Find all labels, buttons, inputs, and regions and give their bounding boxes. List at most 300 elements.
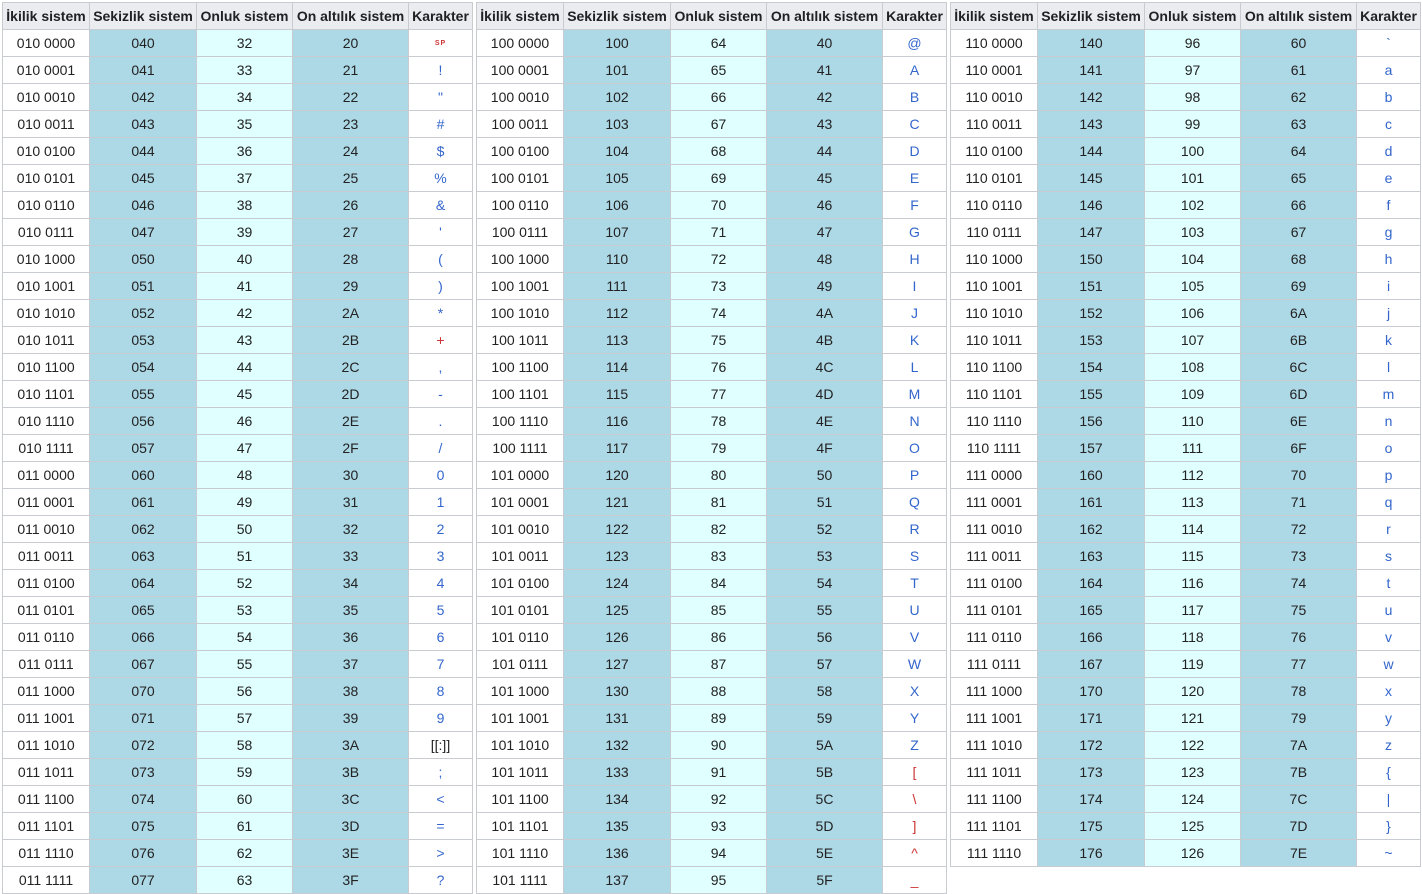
decimal-cell: 40 [197, 246, 293, 273]
binary-cell: 100 0100 [477, 138, 564, 165]
binary-cell: 111 0101 [951, 597, 1038, 624]
decimal-cell: 96 [1145, 30, 1241, 57]
binary-cell: 010 0001 [3, 57, 90, 84]
char-cell: [[:]] [409, 732, 473, 759]
hex-cell: 63 [1241, 111, 1357, 138]
header-char: Karakter [883, 3, 947, 30]
binary-cell: 011 0010 [3, 516, 90, 543]
table-row [477, 381, 947, 408]
octal-cell: 160 [1038, 462, 1145, 489]
hex-cell: 37 [293, 651, 409, 678]
table-row [951, 300, 1421, 327]
decimal-cell: 54 [197, 624, 293, 651]
hex-cell: 47 [767, 219, 883, 246]
hex-cell: 33 [293, 543, 409, 570]
octal-cell: 074 [90, 786, 197, 813]
octal-cell: 133 [564, 759, 671, 786]
char-cell: " [409, 84, 473, 111]
header-decimal: Onluk sistem [671, 3, 767, 30]
binary-cell: 110 1010 [951, 300, 1038, 327]
char-cell: S [883, 543, 947, 570]
binary-cell: 011 1000 [3, 678, 90, 705]
hex-cell: 26 [293, 192, 409, 219]
hex-cell: 65 [1241, 165, 1357, 192]
binary-cell: 110 0110 [951, 192, 1038, 219]
octal-cell: 063 [90, 543, 197, 570]
decimal-cell: 87 [671, 651, 767, 678]
octal-cell: 050 [90, 246, 197, 273]
table-row [477, 192, 947, 219]
octal-cell: 154 [1038, 354, 1145, 381]
table-row [951, 678, 1421, 705]
binary-cell: 110 0100 [951, 138, 1038, 165]
decimal-cell: 60 [197, 786, 293, 813]
hex-cell: 24 [293, 138, 409, 165]
decimal-cell: 41 [197, 273, 293, 300]
hex-cell: 5F [767, 867, 883, 894]
char-cell: ( [409, 246, 473, 273]
octal-cell: 162 [1038, 516, 1145, 543]
table-row [477, 219, 947, 246]
hex-cell: 31 [293, 489, 409, 516]
hex-cell: 7D [1241, 813, 1357, 840]
char-cell: b [1357, 84, 1421, 111]
hex-cell: 71 [1241, 489, 1357, 516]
hex-cell: 34 [293, 570, 409, 597]
decimal-cell: 67 [671, 111, 767, 138]
decimal-cell: 83 [671, 543, 767, 570]
char-cell: W [883, 651, 947, 678]
char-cell: K [883, 327, 947, 354]
char-cell: q [1357, 489, 1421, 516]
hex-cell: 76 [1241, 624, 1357, 651]
table-row [477, 408, 947, 435]
char-cell: 7 [409, 651, 473, 678]
char-cell: ' [409, 219, 473, 246]
binary-cell: 111 0010 [951, 516, 1038, 543]
octal-cell: 046 [90, 192, 197, 219]
table-row [3, 462, 473, 489]
header-octal: Sekizlik sistem [1038, 3, 1145, 30]
binary-cell: 100 0101 [477, 165, 564, 192]
decimal-cell: 55 [197, 651, 293, 678]
hex-cell: 29 [293, 273, 409, 300]
table-row [477, 111, 947, 138]
table-row [477, 543, 947, 570]
char-cell: 4 [409, 570, 473, 597]
decimal-cell: 61 [197, 813, 293, 840]
hex-cell: 5C [767, 786, 883, 813]
hex-cell: 45 [767, 165, 883, 192]
octal-cell: 126 [564, 624, 671, 651]
binary-cell: 011 1011 [3, 759, 90, 786]
char-cell: P [883, 462, 947, 489]
octal-cell: 045 [90, 165, 197, 192]
hex-cell: 51 [767, 489, 883, 516]
table-row [951, 138, 1421, 165]
table-row [951, 30, 1421, 57]
binary-cell: 100 1011 [477, 327, 564, 354]
binary-cell: 100 1001 [477, 273, 564, 300]
octal-cell: 123 [564, 543, 671, 570]
octal-cell: 153 [1038, 327, 1145, 354]
binary-cell: 110 1001 [951, 273, 1038, 300]
char-cell: U [883, 597, 947, 624]
binary-cell: 101 0000 [477, 462, 564, 489]
hex-cell: 78 [1241, 678, 1357, 705]
decimal-cell: 121 [1145, 705, 1241, 732]
binary-cell: 011 0000 [3, 462, 90, 489]
hex-cell: 44 [767, 138, 883, 165]
decimal-cell: 46 [197, 408, 293, 435]
decimal-cell: 84 [671, 570, 767, 597]
char-cell: y [1357, 705, 1421, 732]
decimal-cell: 114 [1145, 516, 1241, 543]
binary-cell: 100 1100 [477, 354, 564, 381]
binary-cell: 110 0001 [951, 57, 1038, 84]
char-cell: } [1357, 813, 1421, 840]
octal-cell: 157 [1038, 435, 1145, 462]
table-row [951, 840, 1421, 867]
decimal-cell: 113 [1145, 489, 1241, 516]
decimal-cell: 104 [1145, 246, 1241, 273]
decimal-cell: 52 [197, 570, 293, 597]
binary-cell: 111 1010 [951, 732, 1038, 759]
char-cell: C [883, 111, 947, 138]
hex-cell: 43 [767, 111, 883, 138]
octal-cell: 155 [1038, 381, 1145, 408]
hex-cell: 5D [767, 813, 883, 840]
binary-cell: 011 1110 [3, 840, 90, 867]
char-cell: 1 [409, 489, 473, 516]
octal-cell: 120 [564, 462, 671, 489]
decimal-cell: 70 [671, 192, 767, 219]
table-row [3, 705, 473, 732]
octal-cell: 143 [1038, 111, 1145, 138]
table-row [477, 246, 947, 273]
decimal-cell: 112 [1145, 462, 1241, 489]
char-cell: i [1357, 273, 1421, 300]
hex-cell: 3B [293, 759, 409, 786]
octal-cell: 043 [90, 111, 197, 138]
octal-cell: 130 [564, 678, 671, 705]
hex-cell: 60 [1241, 30, 1357, 57]
hex-cell: 53 [767, 543, 883, 570]
decimal-cell: 74 [671, 300, 767, 327]
header-decimal: Onluk sistem [197, 3, 293, 30]
binary-cell: 101 1100 [477, 786, 564, 813]
decimal-cell: 101 [1145, 165, 1241, 192]
table-row [3, 759, 473, 786]
table-row [3, 192, 473, 219]
octal-cell: 073 [90, 759, 197, 786]
table-row [3, 489, 473, 516]
table-row [951, 516, 1421, 543]
hex-cell: 61 [1241, 57, 1357, 84]
binary-cell: 111 1110 [951, 840, 1038, 867]
binary-cell: 101 0111 [477, 651, 564, 678]
char-cell: > [409, 840, 473, 867]
binary-cell: 010 1100 [3, 354, 90, 381]
binary-cell: 100 0000 [477, 30, 564, 57]
char-cell: ^ [883, 840, 947, 867]
decimal-cell: 85 [671, 597, 767, 624]
char-cell: c [1357, 111, 1421, 138]
hex-cell: 64 [1241, 138, 1357, 165]
hex-cell: 50 [767, 462, 883, 489]
decimal-cell: 102 [1145, 192, 1241, 219]
char-cell: / [409, 435, 473, 462]
table-row [3, 246, 473, 273]
table-row [951, 327, 1421, 354]
hex-cell: 2F [293, 435, 409, 462]
table-row [3, 786, 473, 813]
hex-cell: 41 [767, 57, 883, 84]
octal-cell: 075 [90, 813, 197, 840]
octal-cell: 134 [564, 786, 671, 813]
octal-cell: 142 [1038, 84, 1145, 111]
hex-cell: 75 [1241, 597, 1357, 624]
table-row [477, 84, 947, 111]
octal-cell: 170 [1038, 678, 1145, 705]
char-cell: \ [883, 786, 947, 813]
hex-cell: 21 [293, 57, 409, 84]
decimal-cell: 109 [1145, 381, 1241, 408]
hex-cell: 56 [767, 624, 883, 651]
hex-cell: 2A [293, 300, 409, 327]
header-binary: İkilik sistem [951, 3, 1038, 30]
decimal-cell: 100 [1145, 138, 1241, 165]
octal-cell: 145 [1038, 165, 1145, 192]
octal-cell: 065 [90, 597, 197, 624]
binary-cell: 101 0011 [477, 543, 564, 570]
decimal-cell: 95 [671, 867, 767, 894]
table-row [3, 381, 473, 408]
binary-cell: 101 1010 [477, 732, 564, 759]
decimal-cell: 86 [671, 624, 767, 651]
hex-cell: 6C [1241, 354, 1357, 381]
header-hex: On altılık sistem [1241, 3, 1357, 30]
binary-cell: 010 0101 [3, 165, 90, 192]
header-row [3, 3, 473, 30]
hex-cell: 28 [293, 246, 409, 273]
header-decimal: Onluk sistem [1145, 3, 1241, 30]
char-cell: ~ [1357, 840, 1421, 867]
decimal-cell: 78 [671, 408, 767, 435]
table-row [477, 489, 947, 516]
table-row [3, 867, 473, 894]
char-cell: Q [883, 489, 947, 516]
decimal-cell: 81 [671, 489, 767, 516]
char-cell: 6 [409, 624, 473, 651]
decimal-cell: 72 [671, 246, 767, 273]
table-row [951, 732, 1421, 759]
decimal-cell: 68 [671, 138, 767, 165]
char-cell: 5 [409, 597, 473, 624]
table-row [477, 327, 947, 354]
table-row [951, 192, 1421, 219]
binary-cell: 101 1111 [477, 867, 564, 894]
hex-cell: 59 [767, 705, 883, 732]
table-row [3, 273, 473, 300]
octal-cell: 115 [564, 381, 671, 408]
binary-cell: 111 0100 [951, 570, 1038, 597]
hex-cell: 2E [293, 408, 409, 435]
decimal-cell: 32 [197, 30, 293, 57]
hex-cell: 72 [1241, 516, 1357, 543]
char-cell: . [409, 408, 473, 435]
hex-cell: 3E [293, 840, 409, 867]
char-cell: f [1357, 192, 1421, 219]
hex-cell: 67 [1241, 219, 1357, 246]
decimal-cell: 35 [197, 111, 293, 138]
binary-cell: 010 0110 [3, 192, 90, 219]
char-cell: ` [1357, 30, 1421, 57]
octal-cell: 056 [90, 408, 197, 435]
decimal-cell: 36 [197, 138, 293, 165]
octal-cell: 062 [90, 516, 197, 543]
table-row [477, 651, 947, 678]
decimal-cell: 99 [1145, 111, 1241, 138]
char-cell: * [409, 300, 473, 327]
char-cell: { [1357, 759, 1421, 786]
table-row [3, 840, 473, 867]
ascii-table-2 [476, 2, 947, 894]
hex-cell: 35 [293, 597, 409, 624]
octal-cell: 176 [1038, 840, 1145, 867]
decimal-cell: 117 [1145, 597, 1241, 624]
binary-cell: 110 0000 [951, 30, 1038, 57]
decimal-cell: 106 [1145, 300, 1241, 327]
binary-cell: 011 0011 [3, 543, 90, 570]
table-row [477, 165, 947, 192]
binary-cell: 100 0001 [477, 57, 564, 84]
decimal-cell: 50 [197, 516, 293, 543]
table-row [3, 678, 473, 705]
char-cell: F [883, 192, 947, 219]
decimal-cell: 43 [197, 327, 293, 354]
octal-cell: 152 [1038, 300, 1145, 327]
table-row [951, 165, 1421, 192]
decimal-cell: 45 [197, 381, 293, 408]
decimal-cell: 38 [197, 192, 293, 219]
hex-cell: 70 [1241, 462, 1357, 489]
hex-cell: 6E [1241, 408, 1357, 435]
binary-cell: 010 0010 [3, 84, 90, 111]
char-cell: j [1357, 300, 1421, 327]
binary-cell: 101 1001 [477, 705, 564, 732]
decimal-cell: 103 [1145, 219, 1241, 246]
table-row [3, 165, 473, 192]
decimal-cell: 111 [1145, 435, 1241, 462]
binary-cell: 110 0101 [951, 165, 1038, 192]
hex-cell: 3C [293, 786, 409, 813]
octal-cell: 150 [1038, 246, 1145, 273]
char-cell: + [409, 327, 473, 354]
decimal-cell: 59 [197, 759, 293, 786]
binary-cell: 010 1101 [3, 381, 90, 408]
table-row [3, 111, 473, 138]
binary-cell: 110 1000 [951, 246, 1038, 273]
char-cell: - [409, 381, 473, 408]
char-cell: u [1357, 597, 1421, 624]
binary-cell: 100 0010 [477, 84, 564, 111]
table-row [477, 624, 947, 651]
decimal-cell: 66 [671, 84, 767, 111]
hex-cell: 48 [767, 246, 883, 273]
decimal-cell: 64 [671, 30, 767, 57]
decimal-cell: 57 [197, 705, 293, 732]
hex-cell: 62 [1241, 84, 1357, 111]
char-cell: @ [883, 30, 947, 57]
binary-cell: 010 1011 [3, 327, 90, 354]
binary-cell: 101 0001 [477, 489, 564, 516]
octal-cell: 117 [564, 435, 671, 462]
octal-cell: 171 [1038, 705, 1145, 732]
char-cell: I [883, 273, 947, 300]
decimal-cell: 120 [1145, 678, 1241, 705]
table-row [951, 111, 1421, 138]
table-row [3, 570, 473, 597]
binary-cell: 010 1110 [3, 408, 90, 435]
octal-cell: 137 [564, 867, 671, 894]
hex-cell: 49 [767, 273, 883, 300]
hex-cell: 68 [1241, 246, 1357, 273]
binary-cell: 010 0100 [3, 138, 90, 165]
binary-cell: 100 1010 [477, 300, 564, 327]
octal-cell: 122 [564, 516, 671, 543]
char-cell: ] [883, 813, 947, 840]
binary-cell: 111 1100 [951, 786, 1038, 813]
char-cell: v [1357, 624, 1421, 651]
octal-cell: 055 [90, 381, 197, 408]
decimal-cell: 110 [1145, 408, 1241, 435]
decimal-cell: 118 [1145, 624, 1241, 651]
decimal-cell: 123 [1145, 759, 1241, 786]
char-cell: % [409, 165, 473, 192]
decimal-cell: 97 [1145, 57, 1241, 84]
table-row [3, 597, 473, 624]
char-cell: D [883, 138, 947, 165]
binary-cell: 110 1101 [951, 381, 1038, 408]
octal-cell: 071 [90, 705, 197, 732]
octal-cell: 174 [1038, 786, 1145, 813]
hex-cell: 58 [767, 678, 883, 705]
char-cell: z [1357, 732, 1421, 759]
header-octal: Sekizlik sistem [90, 3, 197, 30]
table-row [951, 705, 1421, 732]
binary-cell: 101 0110 [477, 624, 564, 651]
decimal-cell: 63 [197, 867, 293, 894]
decimal-cell: 107 [1145, 327, 1241, 354]
octal-cell: 131 [564, 705, 671, 732]
decimal-cell: 71 [671, 219, 767, 246]
table-row [477, 516, 947, 543]
decimal-cell: 39 [197, 219, 293, 246]
octal-cell: 144 [1038, 138, 1145, 165]
table-row [3, 57, 473, 84]
table-row [3, 813, 473, 840]
hex-cell: 79 [1241, 705, 1357, 732]
char-cell: w [1357, 651, 1421, 678]
binary-cell: 100 1101 [477, 381, 564, 408]
octal-cell: 044 [90, 138, 197, 165]
decimal-cell: 65 [671, 57, 767, 84]
hex-cell: 69 [1241, 273, 1357, 300]
octal-cell: 040 [90, 30, 197, 57]
table-row [477, 867, 947, 894]
binary-cell: 101 1000 [477, 678, 564, 705]
